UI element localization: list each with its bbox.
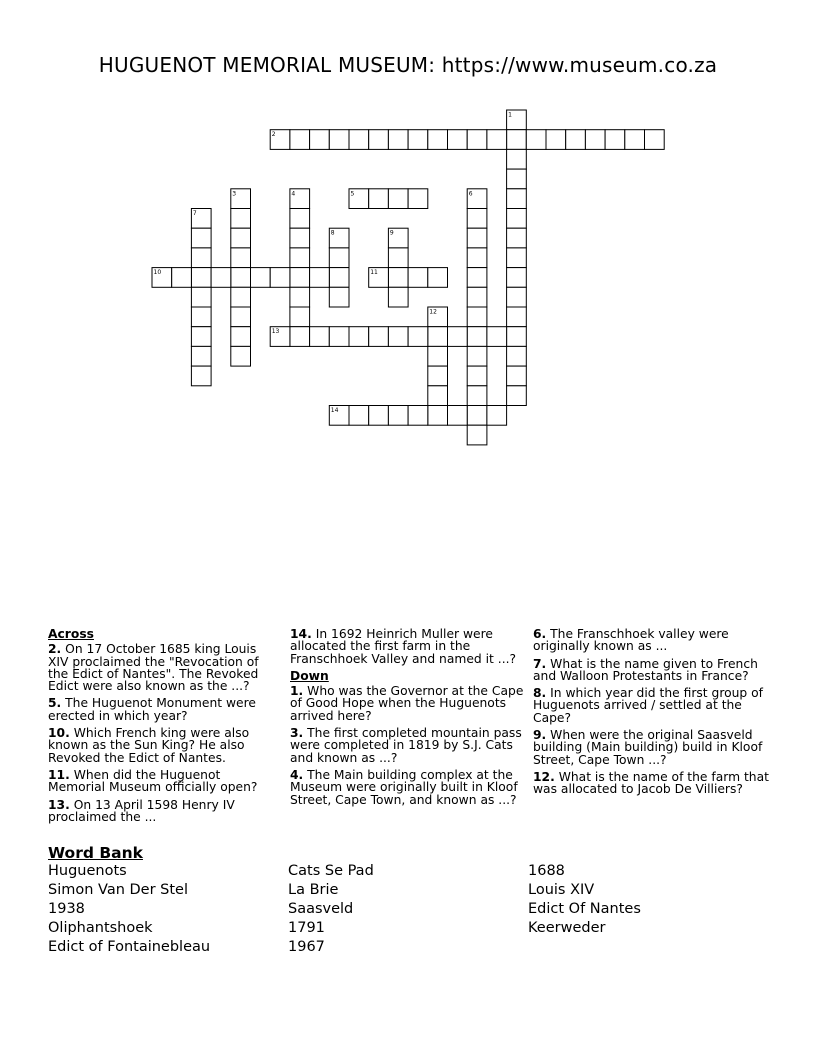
word-bank-item: Louis XIV (528, 882, 595, 898)
grid-cell[interactable] (329, 130, 349, 150)
grid-cell[interactable] (487, 130, 507, 150)
clue-number: 6. (533, 627, 547, 641)
grid-clue-number: 8 (330, 229, 335, 237)
clue-across-14 (290, 628, 524, 665)
clue-down-4 (290, 769, 524, 806)
clue-down-8 (533, 687, 769, 724)
clue-text: What is the name of the farm that was allocated to Jacob De Villiers? (533, 769, 769, 797)
clue-number: 2. (48, 642, 62, 657)
grid-cell[interactable] (546, 130, 566, 150)
word-bank-title: Word Bank (48, 844, 143, 862)
clue-text: What is the name given to French and Walloon Protestants in France? (533, 656, 758, 683)
grid-cell[interactable] (507, 327, 527, 347)
grid-cell[interactable] (507, 209, 527, 229)
grid-cell[interactable] (507, 149, 527, 169)
clue-text: Which French king were also known as the Sun King? He also Revoked the Edict of Nantes. (48, 726, 250, 765)
grid-cell[interactable] (191, 248, 211, 268)
grid-cell[interactable] (507, 386, 527, 406)
grid-cell[interactable] (388, 189, 408, 209)
grid-cell[interactable] (191, 287, 211, 307)
grid-cell[interactable] (349, 130, 369, 150)
clue-text: In which year did the first group of Huguenots arrived / settled at the Cape? (533, 686, 763, 725)
grid-cell[interactable] (408, 327, 428, 347)
grid-cell[interactable] (310, 130, 330, 150)
grid-cell[interactable] (388, 248, 408, 268)
across-heading: Across (48, 627, 94, 641)
grid-cell[interactable] (428, 130, 448, 150)
grid-cell[interactable] (231, 268, 251, 288)
grid-cell[interactable] (329, 268, 349, 288)
grid-cell[interactable] (428, 366, 448, 386)
grid-clue-number: 4 (291, 190, 296, 198)
grid-cell[interactable] (507, 366, 527, 386)
grid-cell[interactable] (290, 209, 310, 229)
grid-cell[interactable] (388, 327, 408, 347)
grid-clue-number: 9 (389, 229, 394, 237)
grid-cell[interactable] (507, 307, 527, 327)
grid-cell[interactable] (467, 228, 487, 248)
grid-cell[interactable] (448, 327, 468, 347)
grid-cell[interactable] (310, 268, 330, 288)
grid-cell[interactable] (270, 268, 290, 288)
grid-cell[interactable] (231, 346, 251, 366)
crossword-grid[interactable] (0, 0, 816, 460)
grid-clue-number: 6 (468, 190, 473, 198)
clue-number: 12. (533, 769, 555, 784)
grid-clue-number: 14 (330, 407, 339, 414)
clue-text: On 13 April 1598 Henry IV proclaimed the ... (48, 797, 235, 824)
word-bank-item: 1791 (288, 920, 325, 936)
grid-cell[interactable] (467, 406, 487, 426)
clue-number: 8. (533, 686, 547, 701)
word-bank-column-2 (288, 862, 374, 957)
clue-number: 1. (290, 684, 304, 699)
grid-cell[interactable] (645, 130, 665, 150)
grid-cell[interactable] (507, 130, 527, 150)
grid-cell[interactable] (290, 248, 310, 268)
grid-clue-number: 1 (508, 111, 512, 119)
grid-cell[interactable] (310, 327, 330, 347)
word-bank-item: Cats Se Pad (288, 863, 374, 879)
word-bank-item: Simon Van Der Stel (48, 882, 189, 898)
grid-cell[interactable] (369, 189, 389, 209)
word-bank-item: Edict of Fontainebleau (48, 939, 211, 955)
clue-number: 11. (48, 767, 70, 782)
grid-clue-number: 5 (350, 190, 355, 198)
clue-text: The first completed mountain pass were completed in 1819 by S.J. Cats and known as ...? (290, 726, 522, 765)
grid-cell[interactable] (211, 268, 231, 288)
grid-cell[interactable] (467, 327, 487, 347)
grid-clue-number: 12 (429, 308, 437, 316)
grid-cell[interactable] (191, 346, 211, 366)
grid-cell[interactable] (408, 406, 428, 426)
grid-cell[interactable] (605, 130, 625, 150)
grid-cell[interactable] (448, 130, 468, 150)
grid-clue-number: 10 (153, 269, 162, 277)
word-bank-item: Keerweder (528, 920, 606, 936)
grid-clue-number: 3 (232, 190, 237, 198)
grid-clue-number: 11 (370, 269, 378, 277)
grid-cell[interactable] (467, 268, 487, 288)
clue-text: Who was the Governor at the Cape of Good Hope when the Huguenots arrived here? (290, 684, 524, 723)
grid-cell[interactable] (467, 425, 487, 445)
clue-number: 3. (290, 726, 304, 741)
grid-cell[interactable] (329, 327, 349, 347)
grid-cell[interactable] (388, 268, 408, 288)
grid-cell[interactable] (231, 327, 251, 347)
clue-down-6 (533, 628, 769, 653)
grid-cell[interactable] (467, 307, 487, 327)
grid-cell[interactable] (191, 366, 211, 386)
grid-cell[interactable] (428, 386, 448, 406)
word-bank-item: 1967 (288, 939, 325, 955)
clue-number: 9. (533, 728, 547, 743)
grid-cell[interactable] (507, 189, 527, 209)
clues-column-1 (48, 628, 270, 828)
clue-text: The Huguenot Monument were erected in which year? (48, 696, 256, 723)
grid-cell[interactable] (290, 327, 310, 347)
grid-cell[interactable] (388, 406, 408, 426)
grid-cell[interactable] (408, 268, 428, 288)
clue-across-5 (48, 697, 270, 722)
clue-text: The Franschhoek valley were originally known as ... (533, 627, 729, 654)
grid-cell[interactable] (526, 130, 546, 150)
grid-cell[interactable] (467, 209, 487, 229)
clue-text: On 17 October 1685 king Louis XIV proclaimed the "Revocation of the Edict of Nantes". The Revoked Edict were also known as the ...? (48, 642, 259, 694)
grid-cell[interactable] (231, 287, 251, 307)
grid-cell[interactable] (191, 307, 211, 327)
clue-text: The Main building complex at the Museum were originally built in Kloof Street, Cape Town, and known as ...? (290, 767, 518, 807)
grid-cell[interactable] (329, 287, 349, 307)
grid-cell[interactable] (388, 130, 408, 150)
grid-cell[interactable] (231, 307, 251, 327)
clue-number: 5. (48, 696, 62, 711)
clue-across-13 (48, 799, 270, 824)
grid-cell[interactable] (467, 386, 487, 406)
clue-across-2 (48, 643, 270, 692)
grid-cell[interactable] (467, 130, 487, 150)
grid-clue-number: 7 (192, 210, 197, 217)
grid-cell[interactable] (487, 327, 507, 347)
grid-cell[interactable] (329, 248, 349, 268)
grid-cell[interactable] (585, 130, 605, 150)
word-bank-column-1 (48, 862, 210, 957)
word-bank-item: 1938 (48, 901, 85, 917)
grid-cell[interactable] (290, 268, 310, 288)
grid-cell[interactable] (428, 406, 448, 426)
grid-clue-number: 13 (271, 328, 280, 336)
grid-cell[interactable] (507, 228, 527, 248)
grid-cell[interactable] (349, 406, 369, 426)
grid-cell[interactable] (408, 189, 428, 209)
grid-cell[interactable] (566, 130, 586, 150)
grid-cell[interactable] (231, 209, 251, 229)
grid-cell[interactable] (369, 406, 389, 426)
grid-cell[interactable] (349, 327, 369, 347)
page-title: HUGUENOT MEMORIAL MUSEUM: https://www.museum.co.za (98, 53, 718, 77)
grid-cell[interactable] (428, 268, 448, 288)
grid-cell[interactable] (507, 346, 527, 366)
clue-text: In 1692 Heinrich Muller were allocated the first farm in the Franschhoek Valley and named it ...? (290, 627, 517, 666)
grid-cell[interactable] (290, 287, 310, 307)
clue-number: 4. (290, 767, 304, 782)
clues-column-3 (533, 628, 769, 801)
clue-number: 13. (48, 797, 70, 812)
clue-down-7 (533, 658, 769, 683)
grid-cell[interactable] (507, 268, 527, 288)
grid-cell[interactable] (231, 248, 251, 268)
grid-cell[interactable] (467, 287, 487, 307)
clue-across-11 (48, 769, 270, 794)
grid-cell[interactable] (369, 327, 389, 347)
grid-cell[interactable] (251, 268, 271, 288)
grid-cell[interactable] (408, 130, 428, 150)
grid-clue-number: 2 (271, 131, 276, 139)
clue-down-12 (533, 771, 769, 796)
down-heading: Down (290, 668, 329, 683)
grid-cell[interactable] (507, 169, 527, 189)
grid-cell[interactable] (507, 248, 527, 268)
clue-down-3 (290, 727, 524, 764)
grid-cell[interactable] (369, 130, 389, 150)
grid-cell[interactable] (191, 268, 211, 288)
grid-cell[interactable] (507, 287, 527, 307)
clue-down-1 (290, 685, 524, 722)
grid-cell[interactable] (290, 307, 310, 327)
grid-cell[interactable] (428, 327, 448, 347)
grid-cell[interactable] (231, 228, 251, 248)
clues-column-2 (290, 628, 524, 811)
word-bank-item: Saasveld (288, 901, 354, 917)
grid-cell[interactable] (467, 346, 487, 366)
word-bank-item: Edict Of Nantes (528, 901, 641, 917)
grid-cell[interactable] (448, 406, 468, 426)
clue-number: 10. (48, 726, 70, 741)
grid-cell[interactable] (625, 130, 645, 150)
word-bank-item: 1688 (528, 863, 565, 879)
grid-cell[interactable] (191, 228, 211, 248)
clue-across-10 (48, 727, 270, 764)
grid-cell[interactable] (290, 130, 310, 150)
clue-text: When were the original Saasveld building (Main building) build in Kloof Street, Cape Town ...? (533, 728, 763, 767)
word-bank-item: Huguenots (48, 863, 127, 879)
grid-cell[interactable] (467, 366, 487, 386)
grid-cell[interactable] (172, 268, 192, 288)
grid-cell[interactable] (290, 228, 310, 248)
clue-down-9 (533, 729, 769, 766)
word-bank-item: Oliphantshoek (48, 920, 153, 936)
clue-number: 14. (290, 627, 312, 641)
grid-cell[interactable] (467, 248, 487, 268)
word-bank-column-3 (528, 862, 641, 938)
grid-cell[interactable] (388, 287, 408, 307)
clue-text: When did the Huguenot Memorial Museum officially open? (48, 767, 258, 795)
grid-cell[interactable] (487, 406, 507, 426)
word-bank-item: La Brie (288, 882, 339, 898)
grid-cell[interactable] (428, 346, 448, 366)
grid-cell[interactable] (191, 327, 211, 347)
clue-number: 7. (533, 656, 547, 671)
